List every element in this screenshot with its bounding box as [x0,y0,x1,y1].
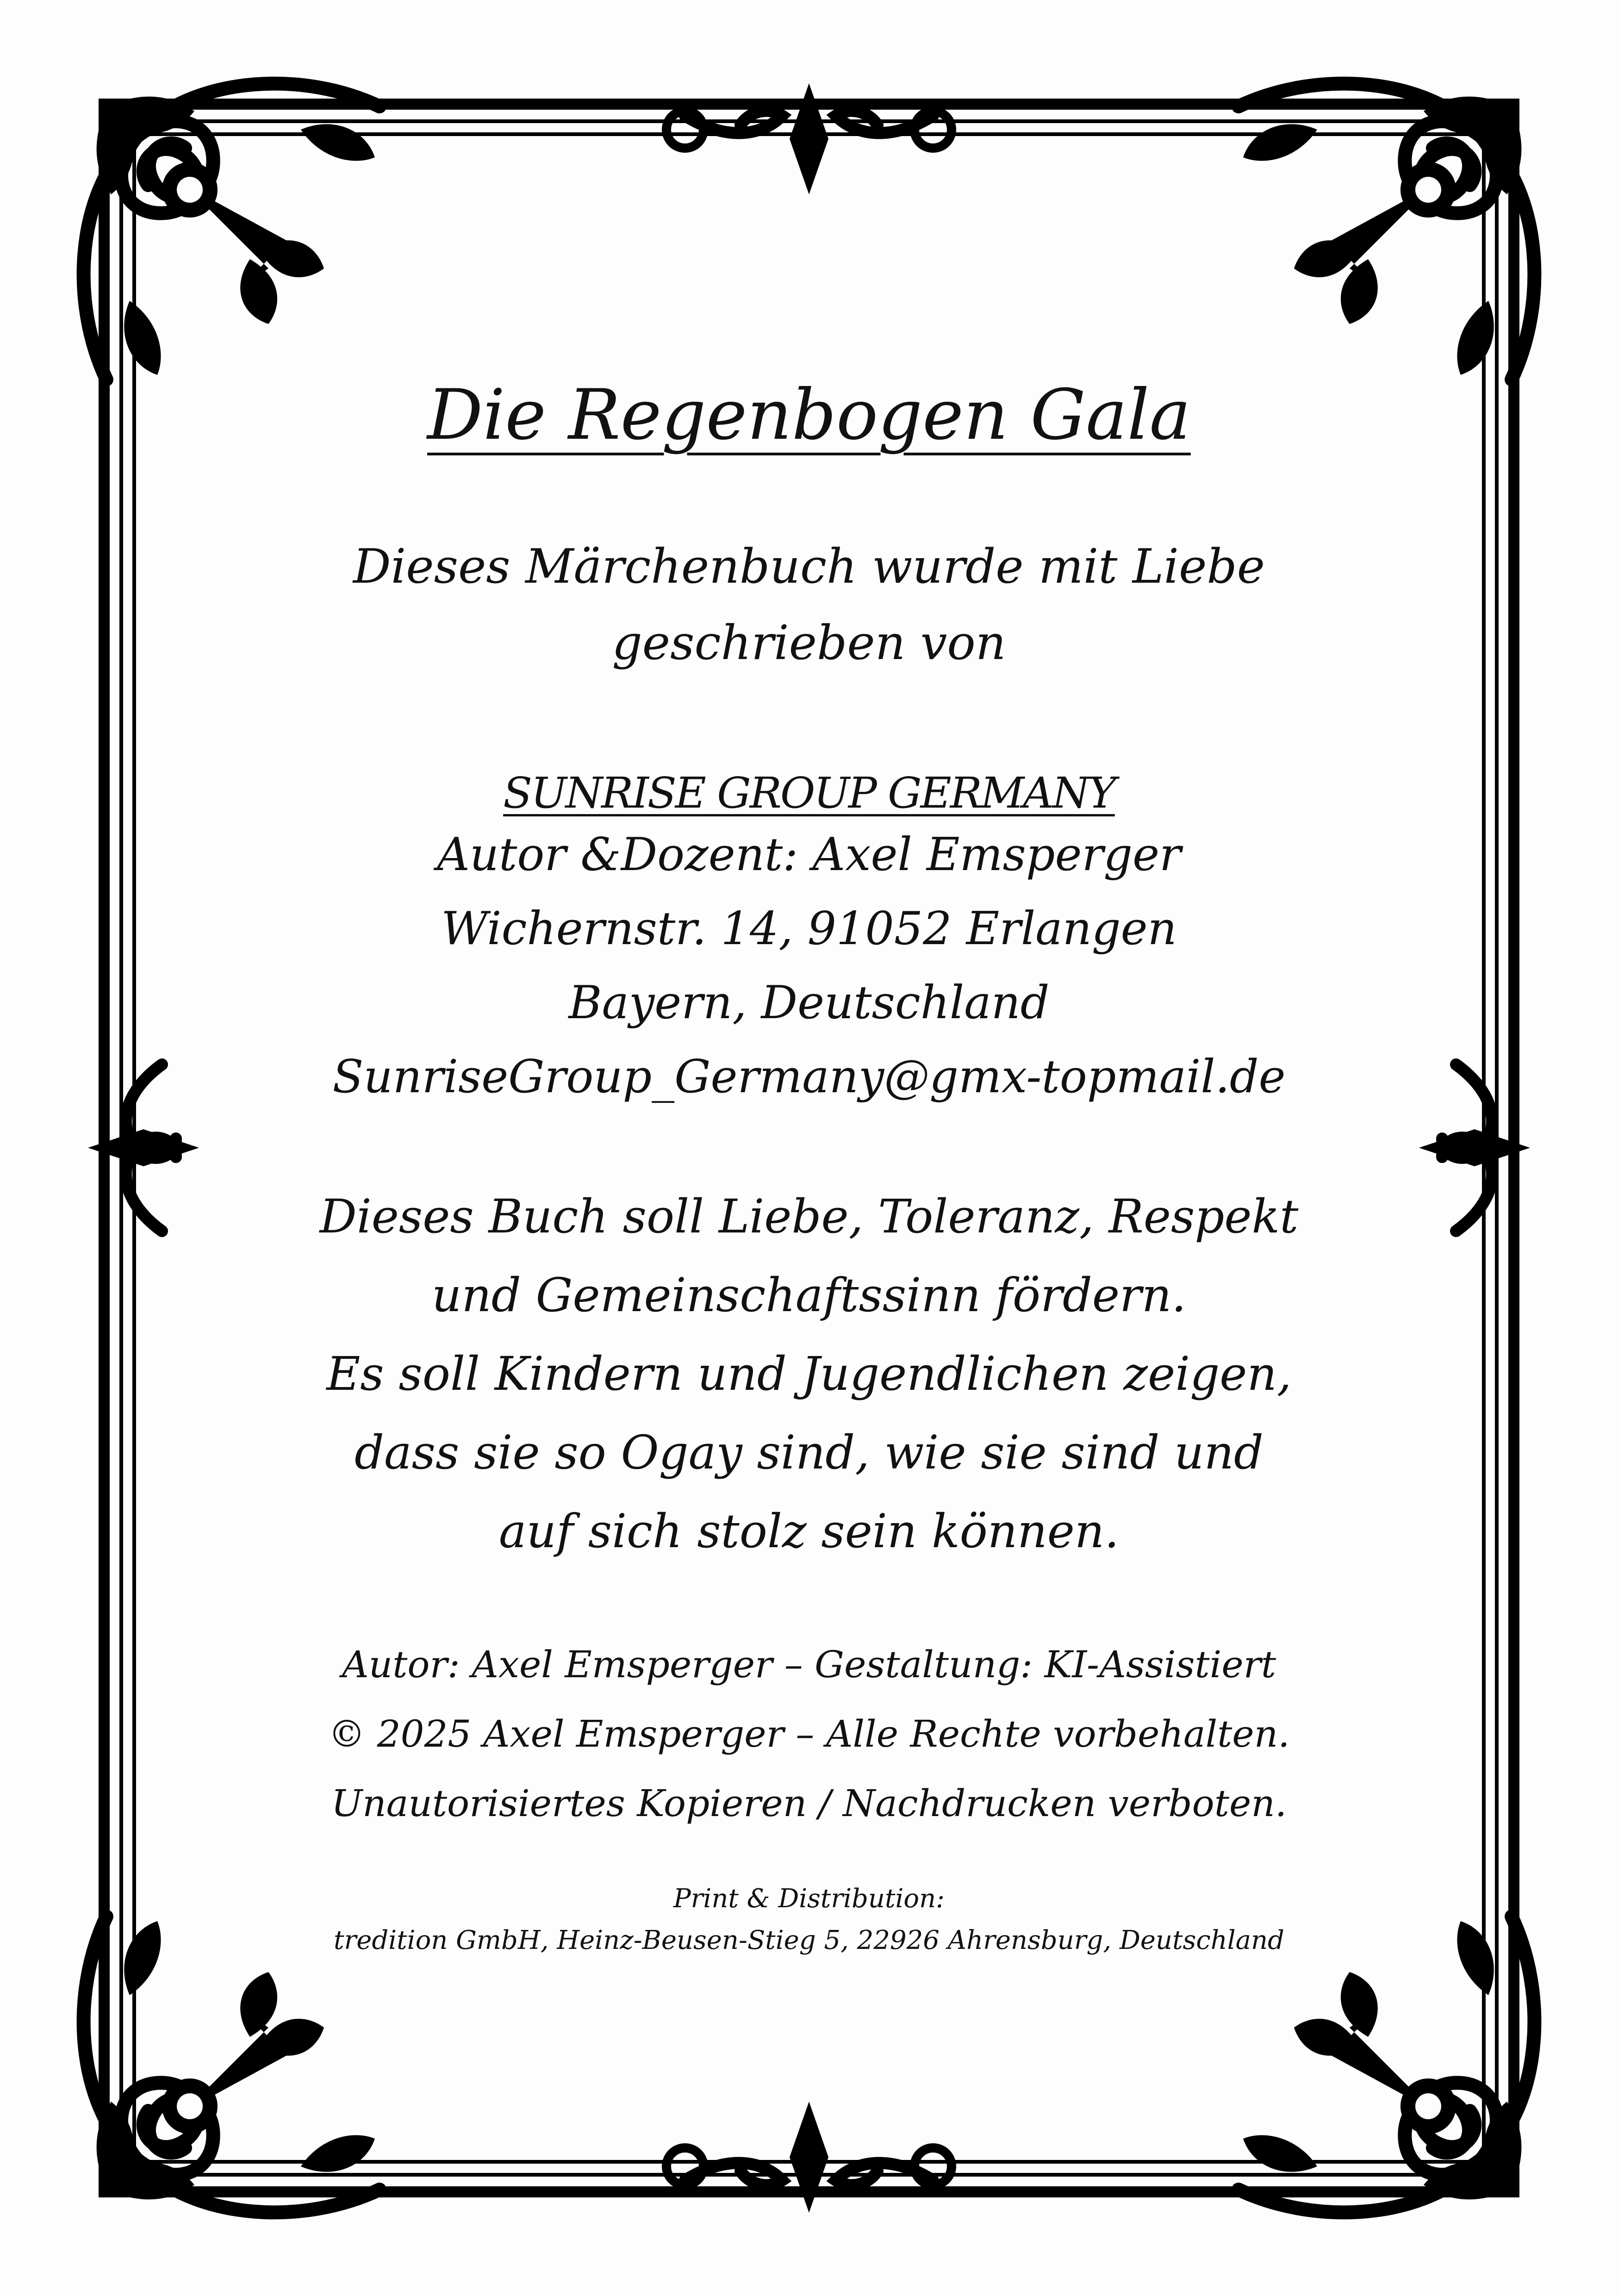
corner-ornament-top-left [84,84,380,380]
message-line: Dieses Buch soll Liebe, Toleranz, Respekt [319,1189,1299,1244]
book-title: Die Regenbogen Gala [427,375,1191,455]
street-address: Wichernstr. 14, 91052 Erlangen [441,902,1177,955]
email-address: SunriseGroup_Germany@gmx-topmail.de [332,1051,1286,1103]
corner-ornament-bottom-left [84,1916,380,2212]
message-line: dass sie so Ogay sind, wie sie sind und [355,1425,1263,1480]
corner-ornament-bottom-right [1238,1916,1534,2212]
intro-line: geschrieben von [612,616,1006,671]
corner-ornament-top-right [1238,84,1534,380]
message-line: und Gemeinschaftssinn fördern. [431,1268,1187,1322]
message-line: auf sich stolz sein können. [498,1504,1120,1558]
credit-line: Autor: Axel Emsperger – Gestaltung: KI-Assistiert [342,1643,1276,1686]
copyright-line: © 2025 Axel Emsperger – Alle Rechte vorbehalten. [328,1712,1290,1755]
print-address: tredition GmbH, Heinz-Beusen-Stieg 5, 22926 Ahrensburg, Deutschland [334,1925,1284,1955]
author-role: Autor &Dozent: Axel Emsperger [437,828,1181,881]
message-line: Es soll Kindern und Jugendlichen zeigen, [326,1347,1292,1401]
rights-notice: Unautorisiertes Kopieren / Nachdrucken verboten. [331,1782,1287,1825]
intro-line: Dieses Märchenbuch wurde mit Liebe [353,539,1265,594]
group-name: SUNRISE GROUP GERMANY [503,768,1115,818]
region: Bayern, Deutschland [568,977,1050,1029]
print-label: Print & Distribution: [673,1884,945,1914]
